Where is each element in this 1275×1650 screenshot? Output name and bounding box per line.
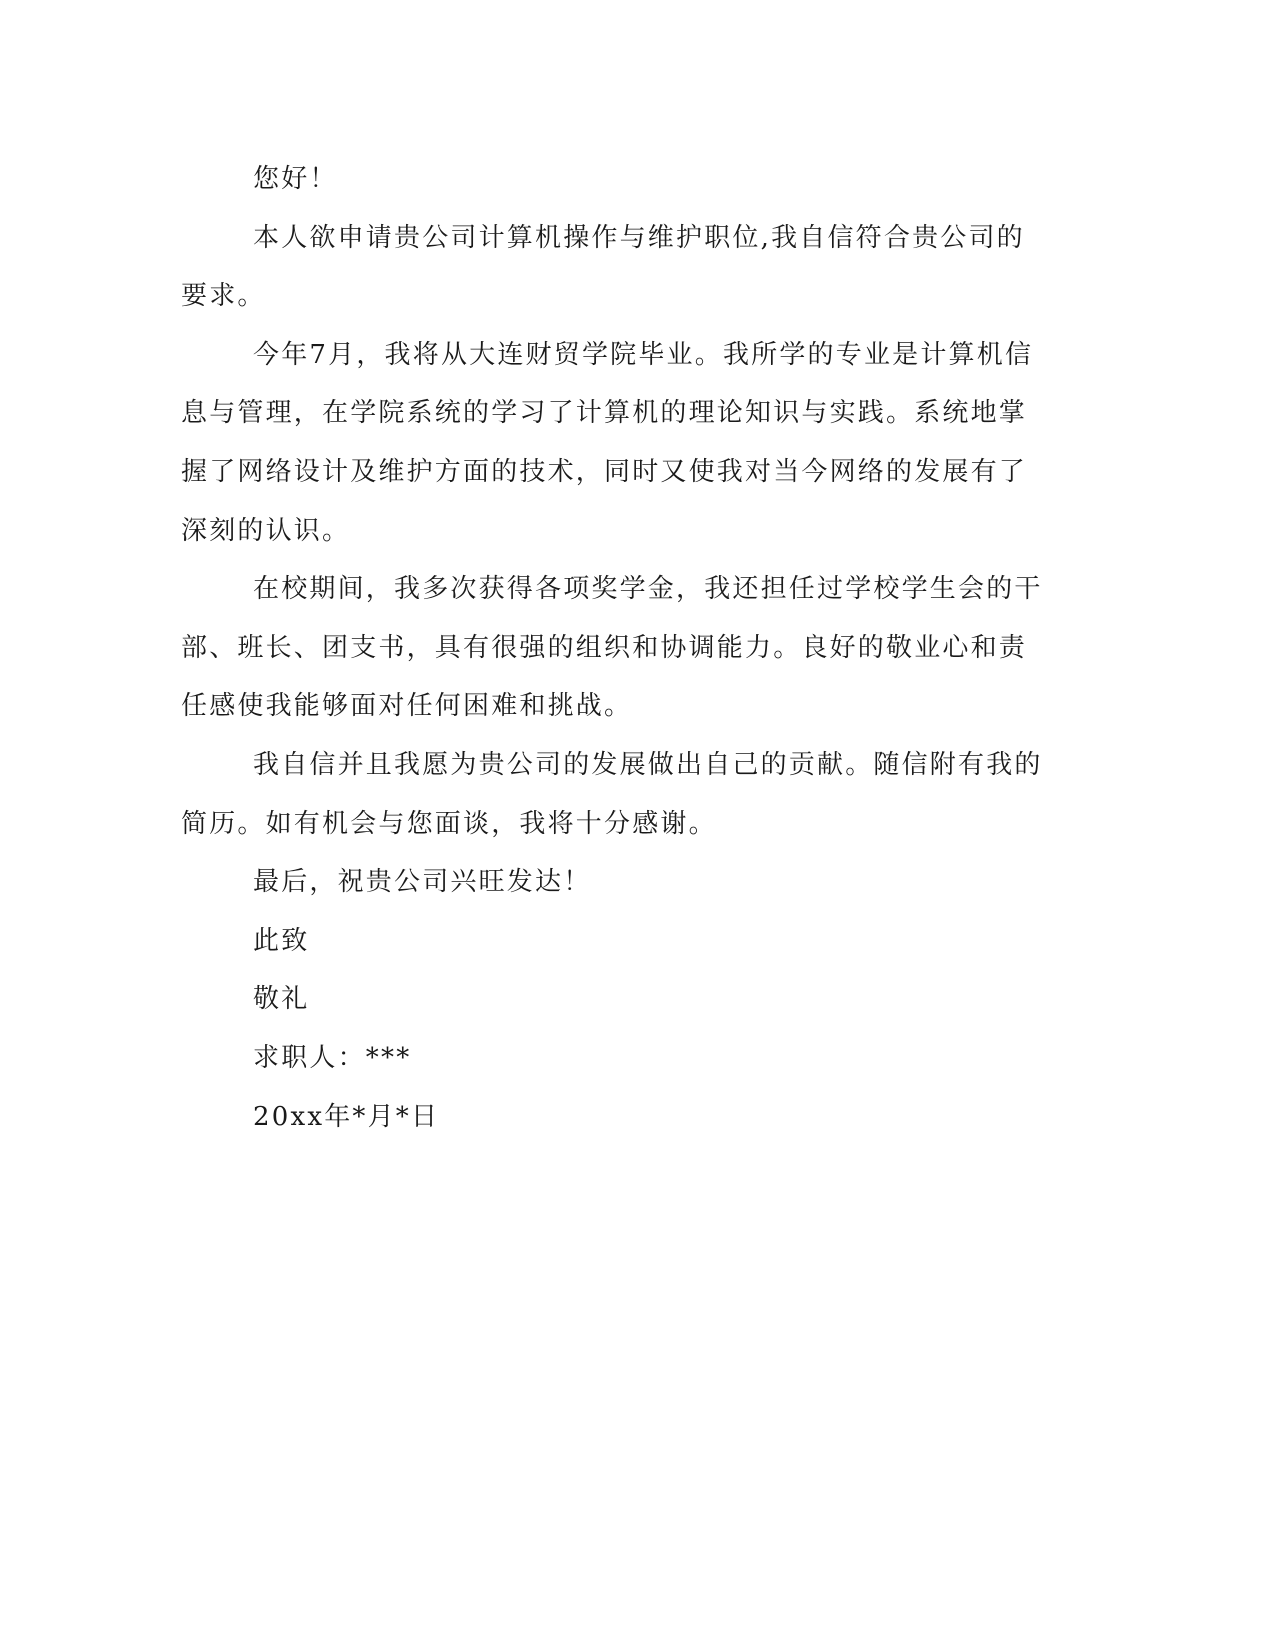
paragraph-contribution: 我自信并且我愿为贵公司的发展做出自己的贡献。随信附有我的简历。如有机会与您面谈，我将十分感谢。 [181, 749, 1043, 839]
closing-wish: 最后，祝贵公司兴旺发达！ [253, 867, 592, 898]
salutation-jingli: 敬礼 [253, 984, 310, 1015]
cover-letter [181, 150, 1043, 1146]
signature: 求职人：*** [253, 1042, 412, 1073]
greeting: 您好！ [253, 164, 338, 194]
letter-date: 20xx年*月*日 [253, 1101, 440, 1132]
paragraph-experience: 在校期间，我多次获得各项奖学金，我还担任过学校学生会的干部、班长、团支书，具有很强的组织和协调能力。良好的敬业心和责任感使我能够面对任何困难和挑战。 [181, 574, 1043, 722]
salutation-cizhi: 此致 [253, 925, 310, 956]
paragraph-education: 今年7月，我将从大连财贸学院毕业。我所学的专业是计算机信息与管理，在学院系统的学习了计算机的理论知识与实践。系统地掌握了网络设计及维护方面的技术，同时又使我对当今网络的发展有了深刻的认识。 [181, 339, 1034, 546]
paragraph-application: 本人欲申请贵公司计算机操作与维护职位,我自信符合贵公司的要求。 [181, 222, 1025, 312]
